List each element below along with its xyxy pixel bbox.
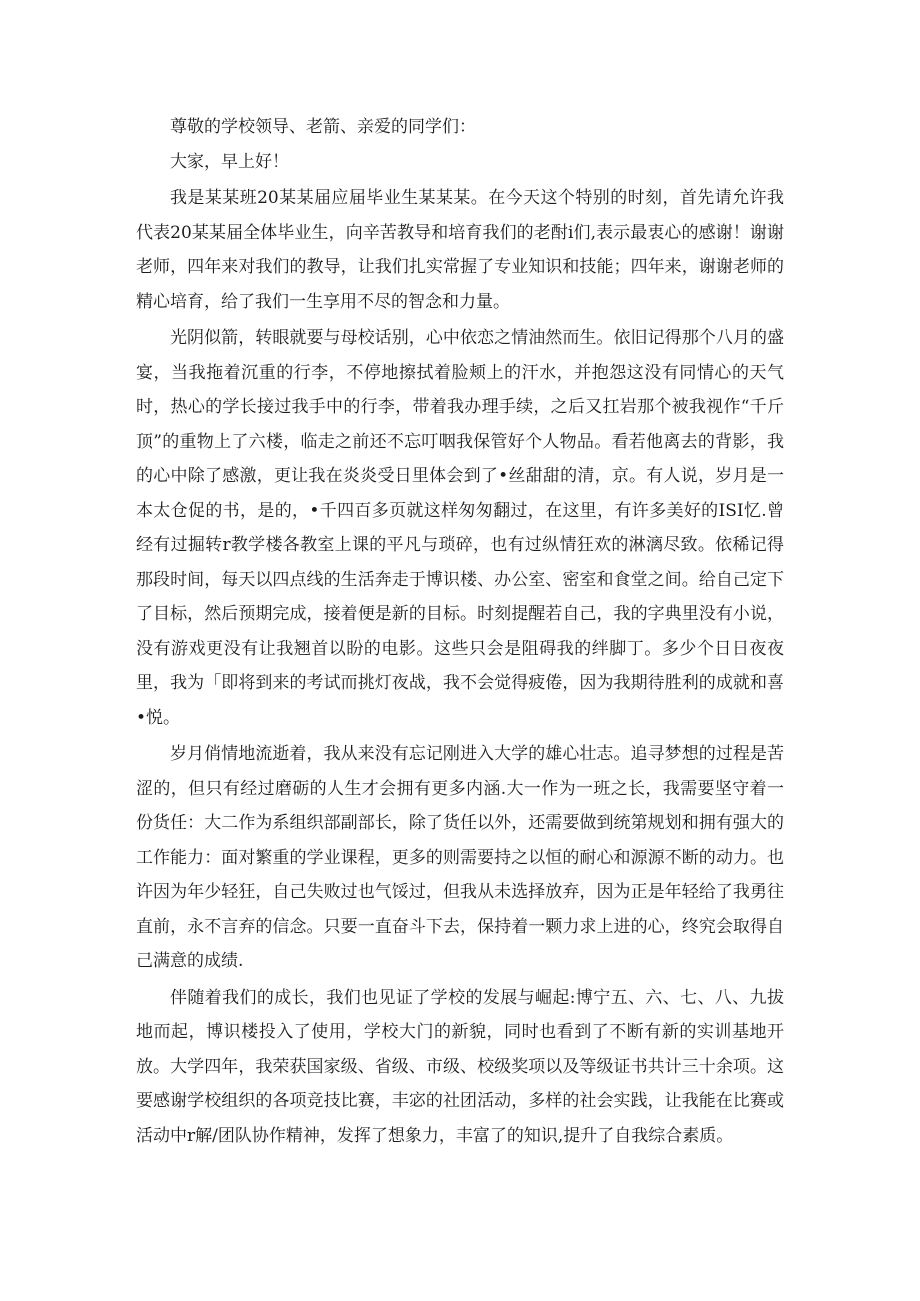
paragraph-2: 光阴似箭，转眼就要与母校话别，心中依恋之情油然而生。依旧记得那个八月的盛宴，当我拖着沉重的行李，不停地擦拭着脸颊上的汗水，并抱怨这没有同情心的天气时，热心的学长接过我手中的行李，带着我办理手续，之后又扛岩那个被我视作“千斤顶”的重物上了六楼，临走之前还不忘叮咽我保管好个人物品。看若他离去的背影，我的心中除了感激，更让我在炎炎受日里体会到了•丝甜甜的清，京。有人说，岁月是一本太仓促的书，是的，•千四百多页就这样匆匆翻过，在这里，有许多美好的ISI忆.曾经有过掘转r教学楼各教室上课的平凡与琐碎，也有过纵情狂欢的淋漓尽致。依稀记得那段时间，每天以四点线的生活奔走于博识楼、办公室、密室和食堂之间。给自己定下了目标，然后预期完成，接着便是新的目标。时刻提醒若自己，我的字典里没有小说，没有游戏更没有让我翘首以盼的电影。这些只会是阻碍我的绊脚丁。多少个日日夜夜里，我为「即将到来的考试而挑灯夜战，我不会觉得疲倦，因为我期待胜利的成就和喜•悦。 xyxy=(136,328,784,728)
speech-text xyxy=(136,110,784,1153)
paragraph-1: 我是某某班20某某届应届毕业生某某某。在今天这个特别的时刻，首先请允许我代表20某某届全体毕业生，向辛苦教导和培育我们的老酎i们,表示最衷心的感谢！谢谢老师，四年来对我们的教导，让我们扎实常握了专业知识和技能；四年来，谢谢老师的精心培育，给了我们一生享用不尽的智念和力量。 xyxy=(136,188,784,312)
paragraph-4: 伴随着我们的成长，我们也见证了学校的发展与崛起:博宁五、六、七、八、九拔地而起，博识楼投入了使用，学校大门的新貌，同时也看到了不断有新的实训基地开放。大学四年，我荣获国家级、省级、市级、校级奖项以及等级证书共计三十余项。这要感谢学校组织的各项竞技比赛，丰宓的社团活动，多样的社会实践，让我能在比赛或活动中r解/团队协作精神，发挥了想象力，丰富了的知识,提升了自我综合素质。 xyxy=(136,987,784,1146)
greeting: 大家，早上好！ xyxy=(170,151,289,172)
paragraph-3: 岁月俏情地流逝着，我从来没有忘记刚进入大学的雄心壮志。追寻梦想的过程是苦涩的，但只有经过磨砺的人生才会拥有更多内涵.大一作为一班之长，我需要坚守着一份货任：大二作为系组织部副部长，除了货任以外，还需要做到统第规划和拥有强大的工作能力：面对繁重的学业课程，更多的则需要持之以恒的耐心和源源不断的动力。也许因为年少轻狂，自己失败过也气馁过，但我从未选择放弃，因为正是年轻给了我勇往直前，永不言弃的信念。只要一直奋斗下去，保持着一颗力求上进的心，终究会取得自己满意的成绩. xyxy=(136,744,784,971)
salutation: 尊敬的学校领导、老箭、亲爱的同学们： xyxy=(170,117,476,137)
